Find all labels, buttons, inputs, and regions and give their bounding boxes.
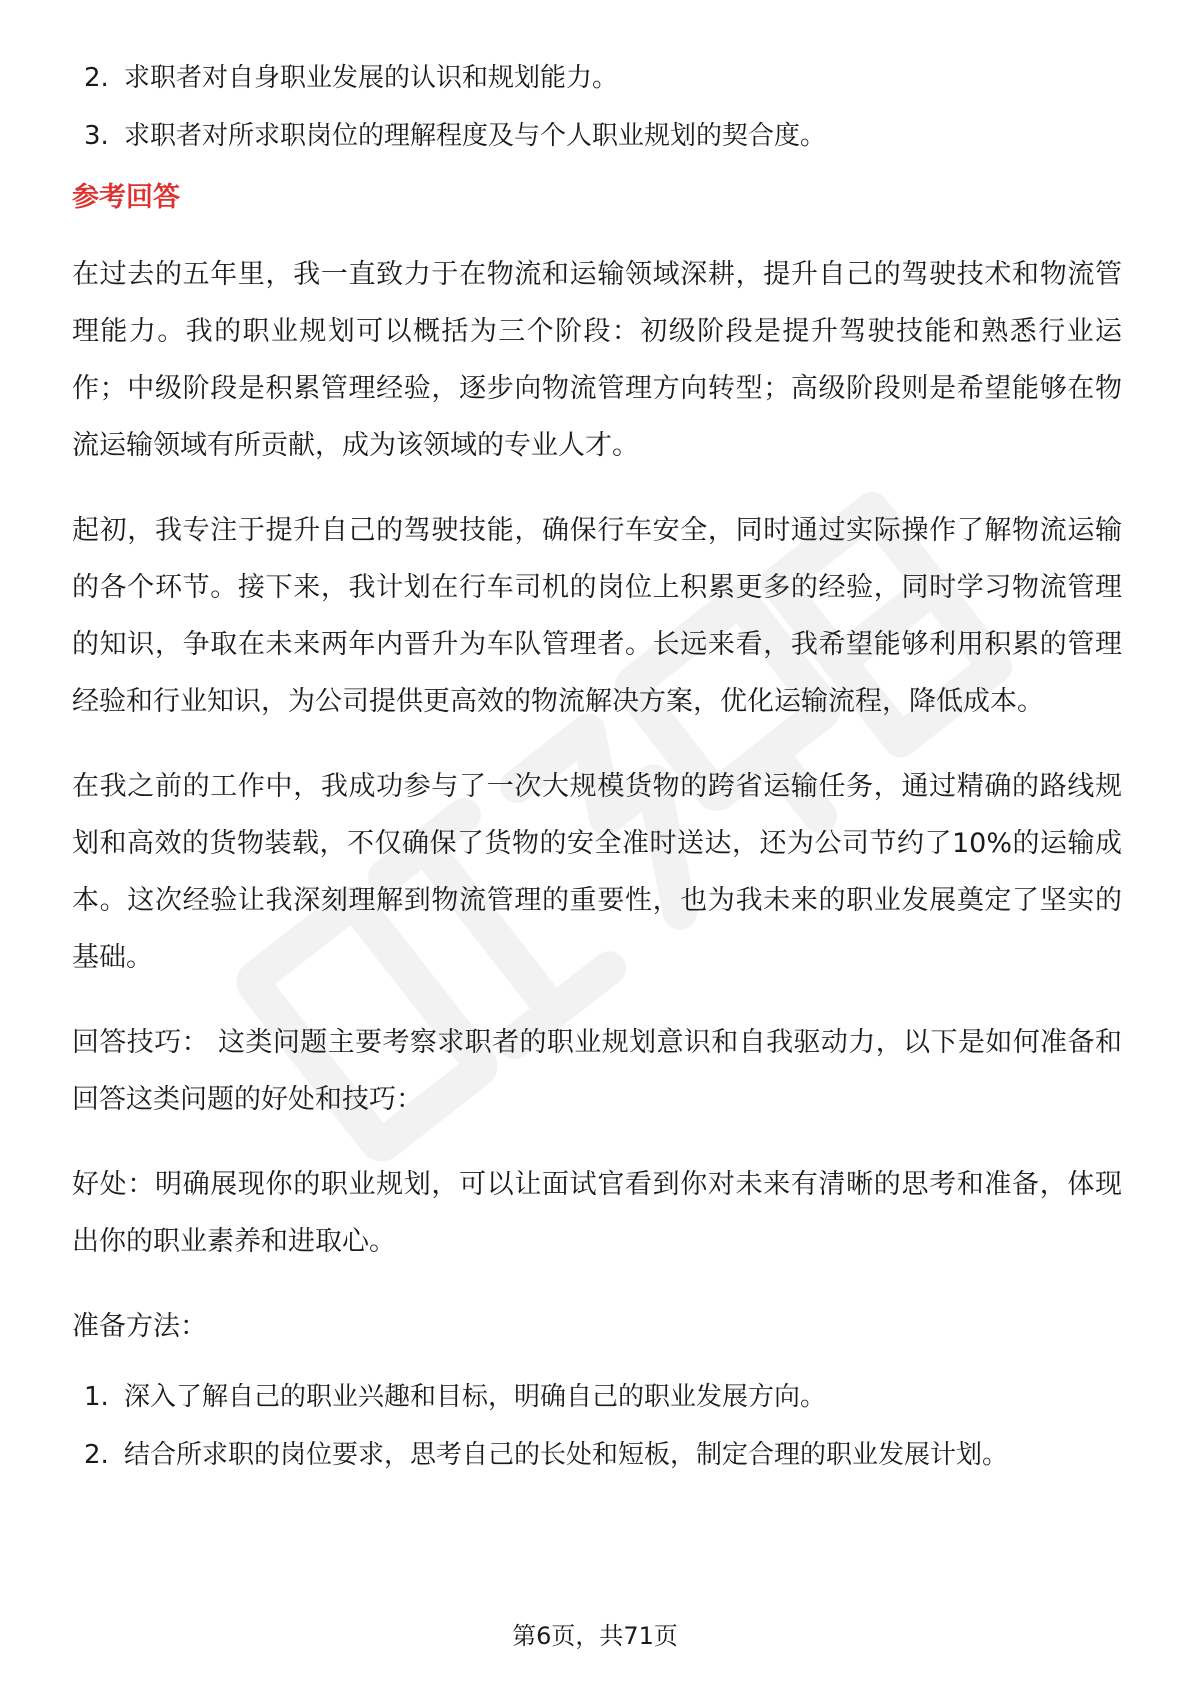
answer-paragraph-2: 起初，我专注于提升自己的驾驶技能，确保行车安全，同时通过实际操作了解物流运输的各个环节。接下来，我计划在行车司机的岗位上积累更多的经验，同时学习物流管理的知识，争取在未来两年内晋升为车队管理者。长远来看，我希望能够利用积累的管理经验和行业知识，为公司提供更高效的物流解决方案，优化运输流程，降低成本。: [72, 515, 1122, 717]
tips-paragraph: 回答技巧： 这类问题主要考察求职者的职业规划意识和自我驱动力，以下是如何准备和回答这类问题的好处和技巧：: [72, 1027, 1122, 1115]
top-numbered-list: [72, 58, 1122, 156]
answer-paragraph-1: 在过去的五年里，我一直致力于在物流和运输领域深耕，提升自己的驾驶技术和物流管理能力。我的职业规划可以概括为三个阶段：初级阶段是提升驾驶技能和熟悉行业运作；中级阶段是积累管理经验，逐步向物流管理方向转型；高级阶段则是希望能够在物流运输领域有所贡献，成为该领域的专业人才。: [72, 259, 1122, 461]
list-number: 2.: [84, 63, 109, 93]
list-item: [72, 1435, 1122, 1475]
list-number: 2.: [84, 1440, 109, 1470]
benefit-paragraph: 好处：明确展现你的职业规划，可以让面试官看到你对未来有清晰的思考和准备，体现出你的职业素养和进取心。: [72, 1169, 1122, 1257]
page-footer: 第6页，共71页: [512, 1622, 678, 1650]
content-area: [72, 58, 1122, 1493]
list-item: [72, 1377, 1122, 1417]
list-text: 求职者对自身职业发展的认识和规划能力。: [124, 63, 619, 93]
list-text: 求职者对所求职岗位的理解程度及与个人职业规划的契合度。: [124, 121, 827, 151]
list-item: [72, 58, 1122, 98]
prep-label: 准备方法：: [72, 1311, 207, 1342]
answer-paragraph-3: 在我之前的工作中，我成功参与了一次大规模货物的跨省运输任务，通过精确的路线规划和高效的货物装载，不仅确保了货物的安全准时送达，还为公司节约了10%的运输成本。这次经验让我深刻理解到物流管理的重要性，也为我未来的职业发展奠定了坚实的基础。: [72, 771, 1122, 973]
section-title: 参考回答: [72, 182, 180, 213]
list-number: 3.: [84, 121, 109, 151]
prep-numbered-list: [72, 1377, 1122, 1475]
list-item: [72, 116, 1122, 156]
list-text: 结合所求职的岗位要求，思考自己的长处和短板，制定合理的职业发展计划。: [124, 1440, 1009, 1470]
list-text: 深入了解自己的职业兴趣和目标，明确自己的职业发展方向。: [124, 1382, 827, 1412]
list-number: 1.: [84, 1382, 109, 1412]
